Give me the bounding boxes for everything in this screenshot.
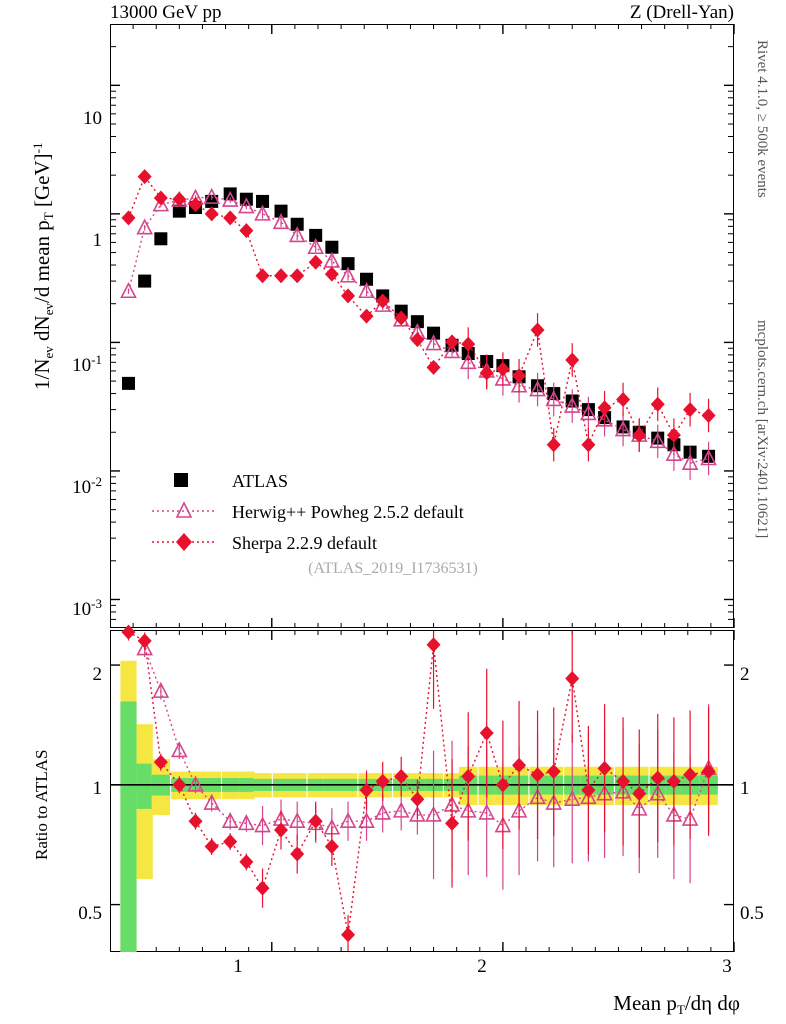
ratio-ytick-05-left: 0.5 <box>78 903 102 924</box>
ytick-1: 1 <box>92 230 102 251</box>
legend-label-atlas: ATLAS <box>232 471 289 491</box>
dataset-watermark: (ATLAS_2019_I1736531) <box>308 560 478 577</box>
xtick-2: 2 <box>477 956 487 977</box>
ytick-1e-3: $10^{-3}$ <box>72 596 102 620</box>
ratio-y-axis-label: Ratio to ATLAS <box>32 749 51 860</box>
xtick-3: 3 <box>722 956 732 977</box>
xtick-1: 1 <box>233 956 243 977</box>
ratio-ytick-05-right: 0.5 <box>740 903 764 924</box>
header-left-text: 13000 GeV pp <box>110 2 222 23</box>
ratio-ytick-2-right: 2 <box>740 664 750 685</box>
ytick-1e-2: $10^{-2}$ <box>72 474 102 498</box>
ytick-10: 10 <box>83 108 102 129</box>
ratio-ytick-1-right: 1 <box>740 778 750 799</box>
header-right-text: Z (Drell-Yan) <box>629 2 734 23</box>
x-axis-label: Mean pT/dη dφ <box>613 991 740 1017</box>
y-axis-label: 1/Nev dNev/d mean pT [GeV]$^{-1}$ <box>30 142 56 390</box>
ratio-ytick-1-left: 1 <box>92 778 102 799</box>
side-text-mcplots: mcplots.cern.ch [arXiv:2401.10621] <box>754 320 770 539</box>
legend-label-sherpa: Sherpa 2.2.9 default <box>232 533 377 553</box>
ratio-ytick-2-left: 2 <box>92 664 102 685</box>
legend-label-herwig: Herwig++ Powheg 2.5.2 default <box>232 502 464 522</box>
ytick-1e-1: $10^{-1}$ <box>72 352 102 376</box>
side-text-rivet: Rivet 4.1.0, ≥ 500k events <box>754 40 770 198</box>
